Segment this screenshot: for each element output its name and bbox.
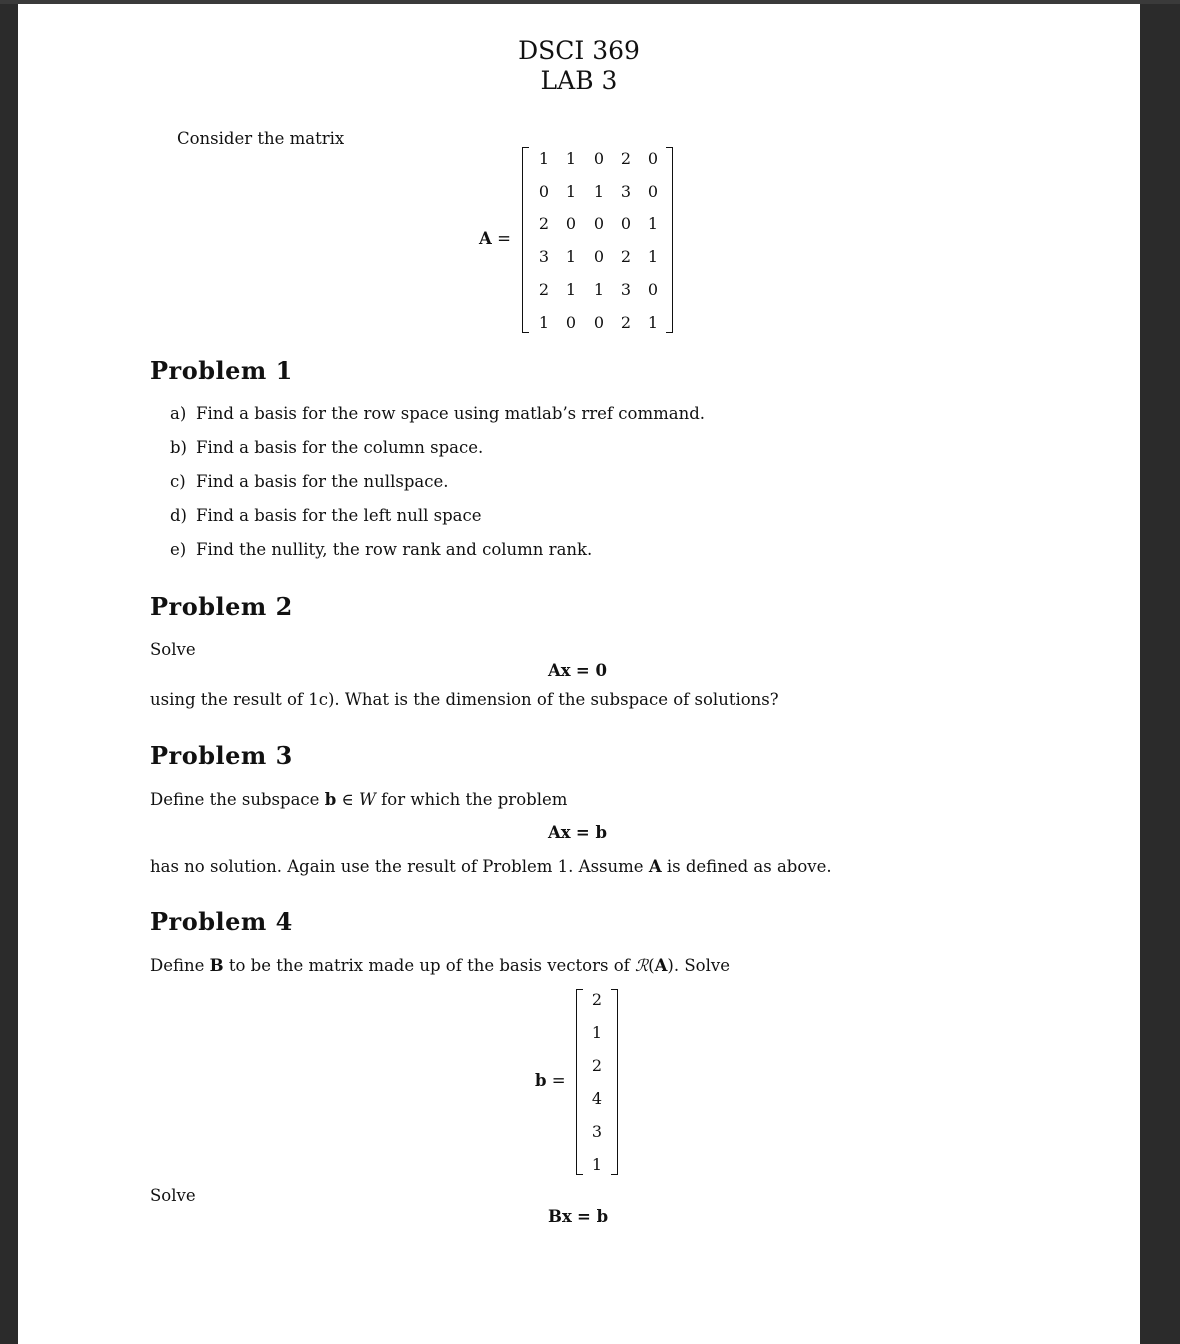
problem-4-heading: Problem 4 <box>150 907 293 936</box>
matrix-a-cell: 1 <box>565 182 577 201</box>
matrix-a-cell: 0 <box>593 247 605 266</box>
problem-4-intro: Define B to be the matrix made up of the basis vectors of ℛ(A). Solve <box>150 956 730 975</box>
matrix-a-cell: 1 <box>593 182 605 201</box>
intro-text: Consider the matrix <box>177 129 345 148</box>
matrix-a-cell: 0 <box>593 149 605 168</box>
matrix-a-cell: 2 <box>538 280 550 299</box>
matrix-a-cell: 1 <box>647 247 659 266</box>
problem-2-heading: Problem 2 <box>150 592 293 621</box>
vector-b-left-bracket <box>576 989 583 1175</box>
document-page <box>18 4 1140 1344</box>
matrix-a-cell: 1 <box>647 313 659 332</box>
matrix-a-cell: 1 <box>565 149 577 168</box>
matrix-a-cell: 2 <box>538 214 550 233</box>
vector-b-cell: 3 <box>591 1122 603 1141</box>
problem-3-text: has no solution. Again use the result of Problem 1. Assume A is defined as above. <box>150 857 832 876</box>
problem-1-heading: Problem 1 <box>150 356 293 385</box>
matrix-a-cell: 2 <box>620 313 632 332</box>
matrix-a-cell: 1 <box>538 313 550 332</box>
matrix-a-cell: 1 <box>538 149 550 168</box>
matrix-a-cell: 0 <box>620 214 632 233</box>
matrix-a-cell: 0 <box>538 182 550 201</box>
matrix-a-cell: 1 <box>565 280 577 299</box>
vector-b-cell: 4 <box>591 1089 603 1108</box>
problem-3-equation: Ax = b <box>548 823 607 842</box>
lab-title: LAB 3 <box>540 66 618 95</box>
list-item: e) Find the nullity, the row rank and column rank. <box>170 540 593 559</box>
matrix-a-cell: 3 <box>620 182 632 201</box>
matrix-a-cell: 0 <box>647 149 659 168</box>
matrix-a-cell: 1 <box>565 247 577 266</box>
vector-b-cell: 2 <box>591 1056 603 1075</box>
matrix-a-cell: 0 <box>647 280 659 299</box>
matrix-a-cell: 0 <box>647 182 659 201</box>
matrix-a-cell: 3 <box>620 280 632 299</box>
list-item: d) Find a basis for the left null space <box>170 506 482 525</box>
matrix-a-cell: 0 <box>565 313 577 332</box>
problem-4-equation: Bx = b <box>548 1207 609 1226</box>
matrix-a-cell: 0 <box>593 214 605 233</box>
problem-2-equation: Ax = 0 <box>548 661 607 680</box>
list-item: a) Find a basis for the row space using matlab’s rref command. <box>170 404 706 423</box>
matrix-a-label: A = <box>479 229 511 248</box>
course-title: DSCI 369 <box>518 36 640 65</box>
matrix-a-cell: 3 <box>538 247 550 266</box>
list-item: b) Find a basis for the column space. <box>170 438 484 457</box>
matrix-a-left-bracket <box>522 147 529 333</box>
matrix-a-cell: 1 <box>647 214 659 233</box>
problem-3-heading: Problem 3 <box>150 741 293 770</box>
matrix-a-cell: 0 <box>565 214 577 233</box>
problem-4-solve: Solve <box>150 1186 196 1205</box>
matrix-a-cell: 2 <box>620 247 632 266</box>
list-item: c) Find a basis for the nullspace. <box>170 472 449 491</box>
vector-b-cell: 1 <box>591 1023 603 1042</box>
vector-b-label: b = <box>535 1071 566 1090</box>
problem-2-solve: Solve <box>150 640 196 659</box>
vector-b-cell: 1 <box>591 1155 603 1174</box>
vector-b-right-bracket <box>611 989 618 1175</box>
vector-b-cell: 2 <box>591 990 603 1009</box>
matrix-a-right-bracket <box>666 147 673 333</box>
matrix-a-cell: 2 <box>620 149 632 168</box>
matrix-a-cell: 0 <box>593 313 605 332</box>
problem-3-intro: Define the subspace b ∈ W for which the problem <box>150 790 568 809</box>
matrix-a-cell: 1 <box>593 280 605 299</box>
problem-2-text: using the result of 1c). What is the dimension of the subspace of solutions? <box>150 690 779 709</box>
